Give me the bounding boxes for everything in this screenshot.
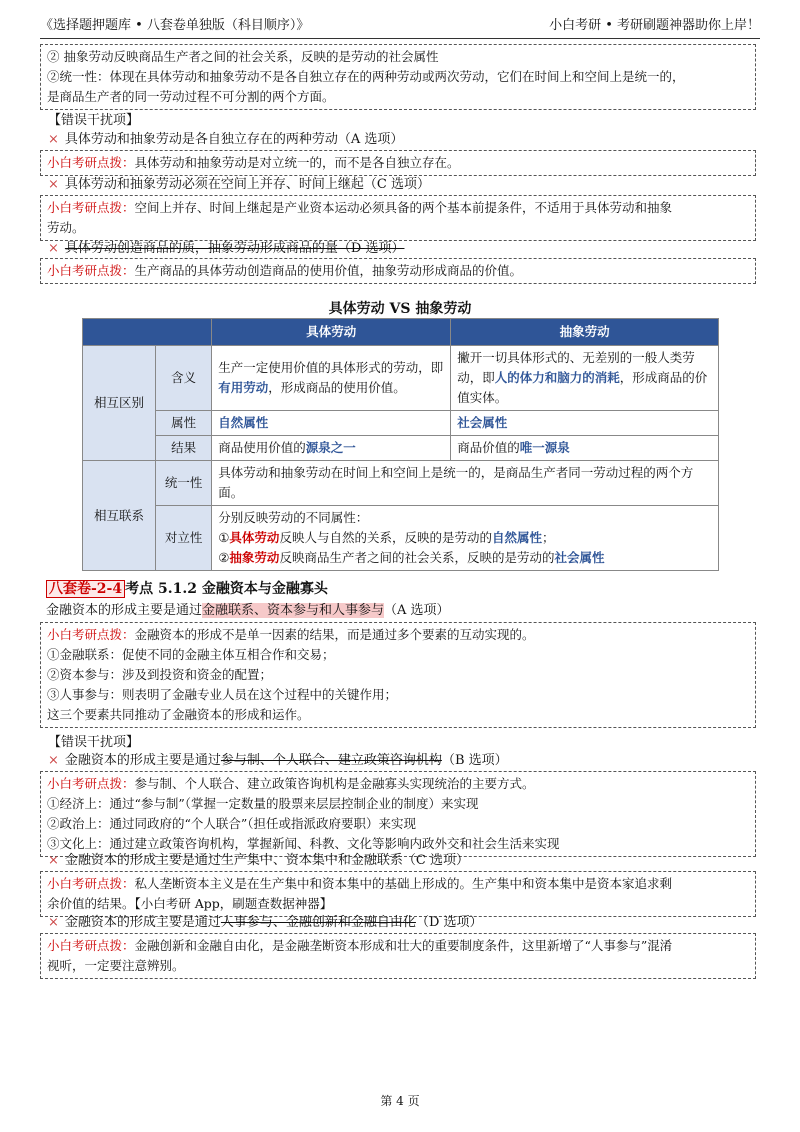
cross-icon: × bbox=[48, 132, 59, 147]
cross-icon: × bbox=[48, 915, 59, 930]
question-stem: 金融资本的形成主要是通过金融联系、资本参与和人事参与（A 选项） bbox=[46, 603, 450, 618]
cell: 撇开一切具体形式的、无差别的一般人类劳动，即人的体力和脑力的消耗，形成商品的价值实体。 bbox=[451, 346, 719, 411]
section-tag: 八套卷-2-4 bbox=[46, 580, 125, 598]
page-number: 第 4 页 bbox=[380, 1094, 420, 1108]
cell: 自然属性 bbox=[212, 411, 451, 436]
comparison-table bbox=[82, 318, 719, 571]
tip-box: 小白考研点拨：空间上并存、时间上继起是产业资本运动必须具备的两个基本前提条件，不适用于具体劳动和抽象 劳动。 bbox=[40, 195, 756, 241]
section-heading: 八套卷-2-4 考点 5.1.2 金融资本与金融寡头 bbox=[46, 578, 328, 598]
cell: 商品使用价值的源泉之一 bbox=[212, 436, 451, 461]
tip-box: 小白考研点拨：金融创新和金融自由化，是金融垄断资本形成和壮大的重要制度条件，这里新增了“人事参与”混淆 视听，一定要注意辨别。 bbox=[40, 933, 756, 979]
tip-box: 小白考研点拨：金融资本的形成不是单一因素的结果，而是通过多个要素的互动实现的。 ①金融联系：促使不同的金融主体互相合作和交易； ②资本参与：涉及到投资和资金的配置； ③人事参与：则表明了金融专业人员在这个过程中的关键作用； 这三个要素共同推动了金融资本的形成和运作。 bbox=[40, 622, 756, 728]
row-label: 对立性 bbox=[156, 506, 212, 571]
cell: 生产一定使用价值的具体形式的劳动，即有用劳动，形成商品的使用价值。 bbox=[212, 346, 451, 411]
wrong-option-c: × 具体劳动和抽象劳动必须在空间上并存、时间上继起（C 选项） bbox=[48, 177, 430, 192]
note-box-top bbox=[40, 44, 756, 110]
cell: 商品价值的唯一源泉 bbox=[451, 436, 719, 461]
col-header: 具体劳动 bbox=[212, 319, 451, 346]
group-label: 相互区别 bbox=[83, 346, 156, 461]
wrong-option-b: × 金融资本的形成主要是通过参与制、个人联合、建立政策咨询机构（B 选项） bbox=[48, 753, 508, 768]
table-title: 具体劳动 VS 抽象劳动 bbox=[328, 301, 472, 317]
wrong-options-title: 【错误干扰项】 bbox=[48, 735, 140, 750]
note-line: ② 抽象劳动反映商品生产者之间的社会关系，反映的是劳动的社会属性 bbox=[47, 49, 439, 64]
cross-icon: × bbox=[48, 241, 59, 256]
row-label: 含义 bbox=[156, 346, 212, 411]
note-line: 是商品生产者的同一劳动过程不可分割的两个方面。 bbox=[47, 89, 335, 104]
tip-box: 小白考研点拨：生产商品的具体劳动创造商品的使用价值，抽象劳动形成商品的价值。 bbox=[40, 258, 756, 284]
tip-box: 小白考研点拨：私人垄断资本主义是在生产集中和资本集中的基础上形成的。生产集中和资本集中是资本家追求剩 余价值的结果。【小白考研 App，刷题查数据神器】 bbox=[40, 871, 756, 917]
note-line: ②统一性：体现在具体劳动和抽象劳动不是各自独立存在的两种劳动或两次劳动，它们在时间上和空间上是统一的， bbox=[47, 69, 685, 84]
row-label: 结果 bbox=[156, 436, 212, 461]
col-header: 抽象劳动 bbox=[451, 319, 719, 346]
cell: 分别反映劳动的不同属性： ①具体劳动反映人与自然的关系，反映的是劳动的自然属性； ②抽象劳动反映商品生产者之间的社会关系，反映的是劳动的社会属性 bbox=[212, 506, 719, 571]
wrong-option-d: × 具体劳动创造商品的质，抽象劳动形成商品的量（D 选项） bbox=[48, 241, 405, 256]
cross-icon: × bbox=[48, 177, 59, 192]
row-label: 统一性 bbox=[156, 461, 212, 506]
wrong-option-d2: × 金融资本的形成主要是通过人事参与、金融创新和金融自由化（D 选项） bbox=[48, 915, 483, 930]
wrong-option-a: × 具体劳动和抽象劳动是各自独立存在的两种劳动（A 选项） bbox=[48, 132, 404, 147]
tip-box: 小白考研点拨：参与制、个人联合、建立政策咨询机构是金融寡头实现统治的主要方式。 ①经济上：通过“参与制”（掌握一定数量的股票来层层控制企业的制度）来实现 ②政治上：通过同政府的“个人联合”（担任或指派政府要职）来实现 ③文化上：通过建立政策咨询机构，掌握新闻、科教、文化等影响内政外交和社会生活来实现 bbox=[40, 771, 756, 857]
cell: 具体劳动和抽象劳动在时间上和空间上是统一的，是商品生产者同一劳动过程的两个方面。 bbox=[212, 461, 719, 506]
page-header bbox=[40, 14, 760, 39]
wrong-option-c2: × 金融资本的形成主要是通过生产集中、资本集中和金融联系（C 选项） bbox=[48, 853, 469, 868]
header-left: 《选择题押题库 • 八套卷单独版（科目顺序）》 bbox=[40, 18, 310, 33]
wrong-options-title: 【错误干扰项】 bbox=[48, 113, 140, 128]
cross-icon: × bbox=[48, 853, 59, 868]
tip-box: 小白考研点拨：具体劳动和抽象劳动是对立统一的，而不是各自独立存在。 bbox=[40, 150, 756, 176]
cell: 社会属性 bbox=[451, 411, 719, 436]
row-label: 属性 bbox=[156, 411, 212, 436]
group-label: 相互联系 bbox=[83, 461, 156, 571]
cross-icon: × bbox=[48, 753, 59, 768]
header-right: 小白考研 • 考研刷题神器助你上岸！ bbox=[549, 18, 760, 33]
